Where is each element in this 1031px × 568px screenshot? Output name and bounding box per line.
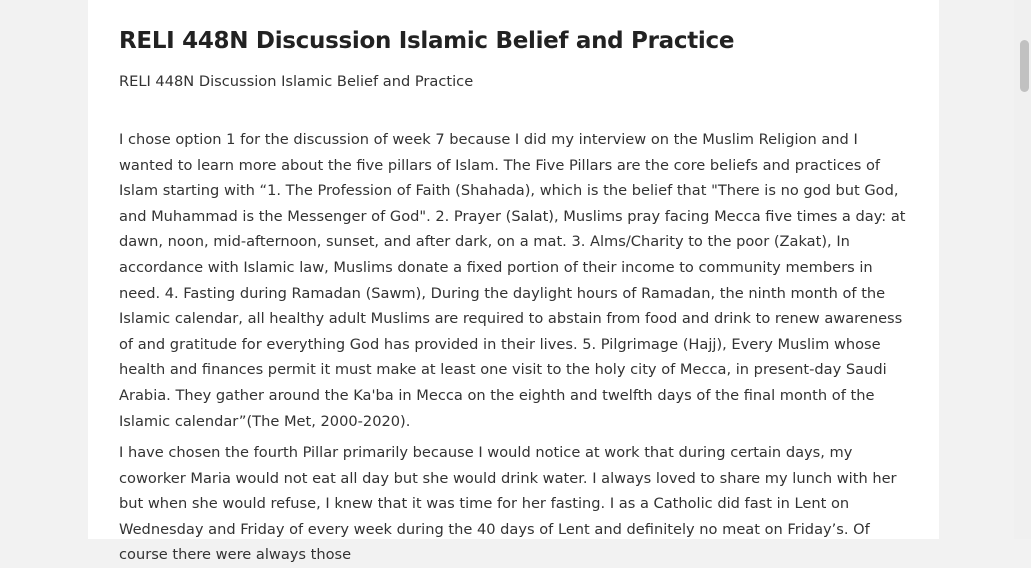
article-page	[88, 0, 939, 564]
article-title: RELI 448N Discussion Islamic Belief and Practice	[119, 28, 735, 54]
article-subtitle: RELI 448N Discussion Islamic Belief and Practice	[119, 73, 474, 90]
vertical-scrollbar[interactable]	[1014, 0, 1031, 539]
article-paragraph-1: I chose option 1 for the discussion of week 7 because I did my interview on the Muslim Religion and I wanted to learn more about the five pillars of Islam. The Five Pillars are the core beliefs and practices of Islam starting with “1. The Profession of Faith (Shahada), which is the belief that "There is no god but God, and Muhammad is the Messenger of God". 2. Prayer (Salat), Muslims pray facing Mecca five times a day: at dawn, noon, mid-afternoon, sunset, and after dark, on a mat. 3. Alms/Charity to the poor (Zakat), In accordance with Islamic law, Muslims donate a fixed portion of their income to community members in need. 4. Fasting during Ramadan (Sawm), During the daylight hours of Ramadan, the ninth month of the Islamic calendar, all healthy adult Muslims are required to abstain from food and drink to renew awareness of and gratitude for everything God has provided in their lives. 5. Pilgrimage (Hajj), Every Muslim whose health and finances permit it must make at least one visit to the holy city of Mecca, in present-day Saudi Arabia. They gather around the Ka'ba in Mecca on the eighth and twelfth days of the final month of the Islamic calendar”(The Met, 2000-2020).	[119, 131, 906, 430]
scrollbar-thumb[interactable]	[1020, 40, 1029, 92]
article-paragraph-2: I have chosen the fourth Pillar primarily because I would notice at work that during certain days, my coworker Maria would not eat all day but she would drink water. I always loved to share my lunch with her but when she would refuse, I knew that it was time for her fasting. I as a Catholic did fast in Lent on Wednesday and Friday of every week during the 40 days of Lent and definitely no meat on Friday’s. Of course there were always those	[119, 444, 897, 564]
